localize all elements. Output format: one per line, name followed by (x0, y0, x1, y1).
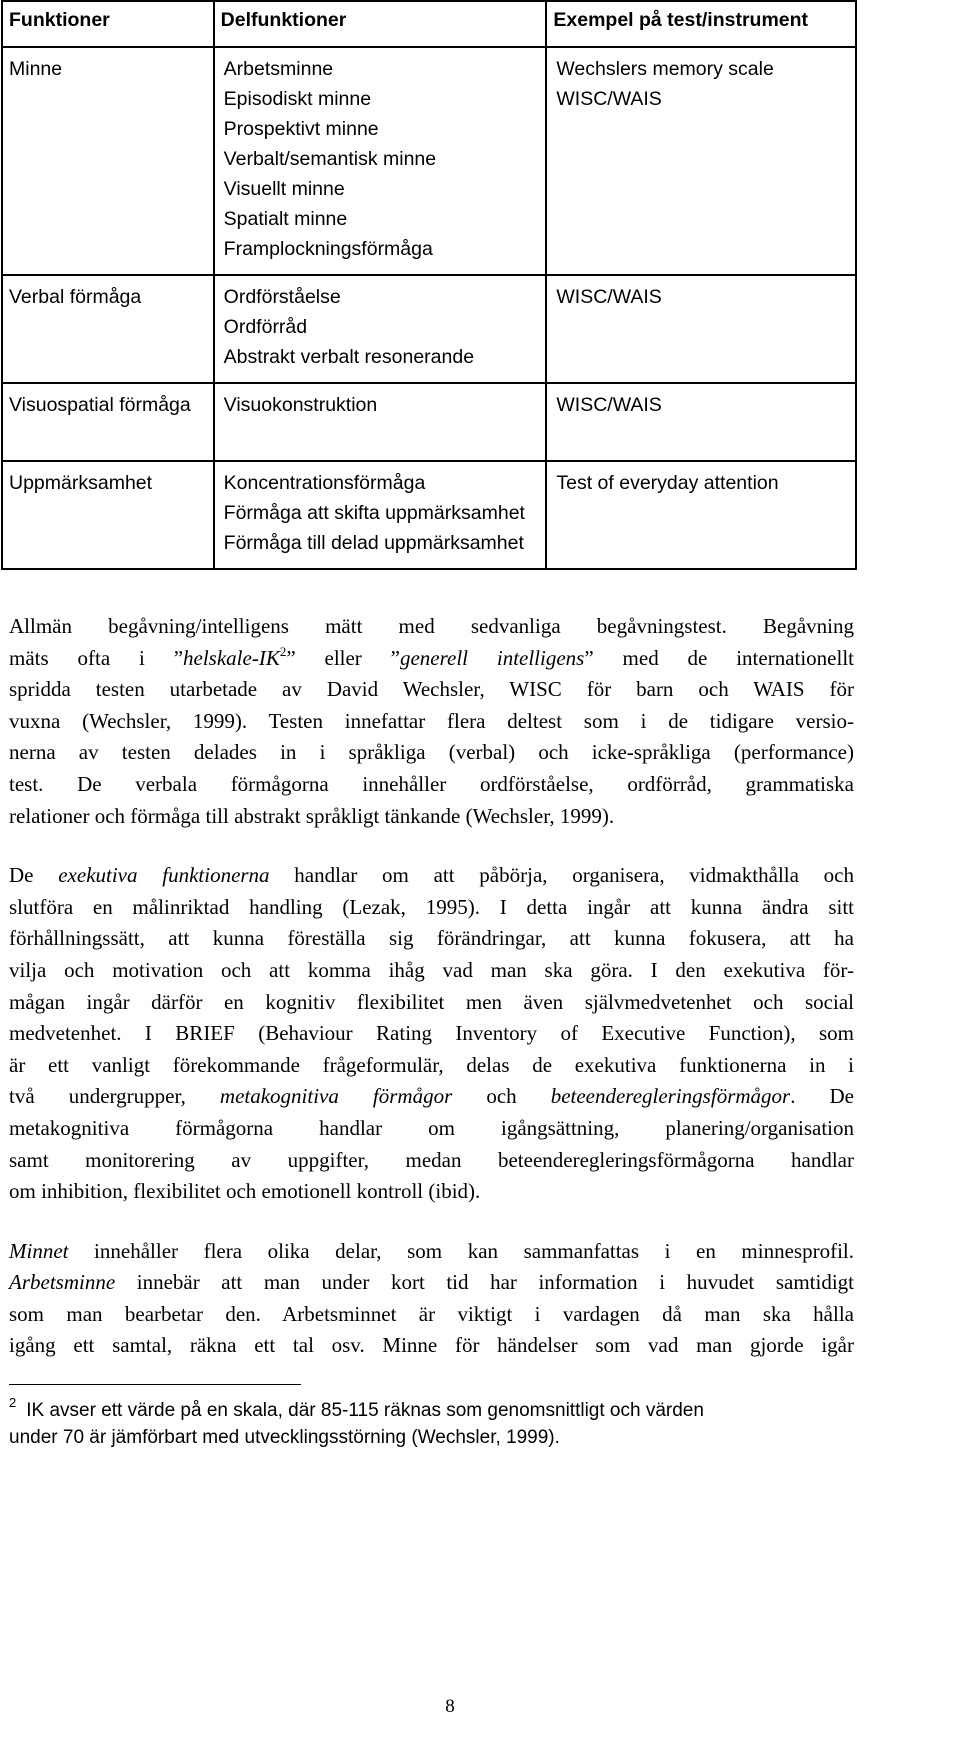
text-line: är ett vanligt förekommande frågeformulär, delas de exekutiva funktionerna in i (9, 1052, 854, 1077)
text-line: samt monitorering av uppgifter, medan beteenderegleringsförmågorna handlar (9, 1147, 854, 1172)
delfunktion-item: Verbalt/semantisk minne (223, 148, 437, 170)
functions-table (1, 0, 857, 570)
exempel-cell (546, 275, 856, 383)
funktion-text: Verbal förmåga (9, 286, 142, 308)
funktion-text: Uppmärksamhet (9, 472, 153, 494)
delfunktion-item: Förmåga till delad uppmärksamhet (223, 532, 524, 554)
delfunktion-item: Episodiskt minne (223, 88, 372, 110)
funktion-text: Minne (9, 58, 63, 80)
body-text (9, 611, 854, 1390)
text-line: förhållningssätt, att kunna föreställa sig förändringar, att kunna fokusera, att ha (9, 926, 854, 951)
text-line: nerna av testen delades in i språkliga (verbal) och icke-språkliga (performance) (9, 740, 854, 765)
exempel-cell (546, 383, 856, 461)
footnote (9, 1395, 849, 1451)
exempel-item: WISC/WAIS (556, 286, 662, 308)
delfunktion-item: Ordförståelse (223, 286, 341, 308)
table-row (2, 275, 856, 383)
funktion-cell (2, 461, 214, 569)
text-line: Minnet innehåller flera olika delar, som kan sammanfattas i en minnesprofil. (9, 1238, 854, 1263)
header-delfunktioner: Delfunktioner (214, 1, 547, 47)
header-funktioner: Funktioner (2, 1, 214, 47)
delfunktion-item: Förmåga att skifta uppmärksamhet (223, 502, 525, 524)
footnote-ref: 2 (279, 643, 287, 659)
funktion-cell (2, 47, 214, 275)
table-row (2, 461, 856, 569)
text-line: metakognitiva förmågorna handlar om igångsättning, planering/organisation (9, 1115, 854, 1140)
paragraph-intelligence (9, 611, 854, 832)
header-exempel: Exempel på test/instrument (546, 1, 856, 47)
paragraph-memory (9, 1236, 854, 1362)
text-line: vilja och motivation och att komma ihåg vad man ska göra. I den exekutiva för- (9, 957, 854, 982)
delfunktioner-cell (214, 275, 547, 383)
text-line: medvetenhet. I BRIEF (Behaviour Rating Inventory of Executive Function), som (9, 1021, 854, 1046)
text-line: relationer och förmåga till abstrakt språkligt tänkande (Wechsler, 1999). (9, 803, 615, 828)
footnote-number: 2 (9, 1395, 17, 1410)
exempel-item: WISC/WAIS (556, 394, 662, 416)
table-header-row (2, 1, 856, 47)
delfunktion-item: Ordförråd (223, 316, 308, 338)
delfunktion-item: Abstrakt verbalt resonerande (223, 346, 475, 368)
text-line: mågan ingår därför en kognitiv flexibilitet men även självmedvetenhet och social (9, 989, 854, 1014)
delfunktion-item: Prospektivt minne (223, 118, 379, 140)
delfunktioner-cell (214, 383, 547, 461)
delfunktion-item: Spatialt minne (223, 208, 348, 230)
page-number: 8 (445, 1696, 455, 1717)
text-line: två undergrupper, metakognitiva förmågor och beteenderegleringsförmågor. De (9, 1084, 854, 1109)
table-row (2, 47, 856, 275)
footnote-separator (9, 1384, 301, 1385)
table-row (2, 383, 856, 461)
text-line: som man bearbetar den. Arbetsminnet är viktigt i vardagen då man ska hålla (9, 1301, 854, 1326)
delfunktion-item: Visuellt minne (223, 178, 345, 200)
text-line: spridda testen utarbetade av David Wechsler, WISC för barn och WAIS för (9, 677, 854, 702)
funktion-cell (2, 383, 214, 461)
funktion-text: Visuospatial förmåga (9, 394, 191, 416)
delfunktion-item: Visuokonstruktion (223, 394, 378, 416)
delfunktion-item: Koncentrationsförmåga (223, 472, 426, 494)
text-line: om inhibition, flexibilitet och emotionell kontroll (ibid). (9, 1179, 481, 1204)
text-line: test. De verbala förmågorna innehåller ordförståelse, ordförråd, grammatiska (9, 771, 854, 796)
delfunktion-item: Arbetsminne (223, 58, 334, 80)
delfunktion-item: Framplockningsförmåga (223, 238, 433, 260)
footnote-line: $^2$ IK avser ett värde på en skala, där 85-115 räknas som genomsnittligt och värden (9, 1395, 704, 1421)
delfunktioner-cell (214, 47, 547, 275)
funktion-cell (2, 275, 214, 383)
text-line: vuxna (Wechsler, 1999). Testen innefattar flera deltest som i de tidigare versio- (9, 708, 854, 733)
text-line: igång ett samtal, räkna ett tal osv. Minne för händelser som vad man gjorde igår (9, 1333, 854, 1358)
exempel-item: WISC/WAIS (556, 88, 662, 110)
text-line: Allmän begåvning/intelligens mätt med sedvanliga begåvningstest. Begåvning (9, 614, 854, 638)
footnote-line: under 70 är jämförbart med utvecklingsstörning (Wechsler, 1999). (9, 1427, 560, 1448)
text-line: mäts ofta i ”helskale-IK$^2$” eller ”generell intelligens” med de internationellt (9, 643, 855, 670)
exempel-cell (546, 47, 856, 275)
exempel-cell (546, 461, 856, 569)
paragraph-executive (9, 860, 854, 1208)
text-line: slutföra en målinriktad handling (Lezak, 1995). I detta ingår att kunna ändra sitt (9, 894, 854, 919)
text-line: Arbetsminne innebär att man under kort tid har information i huvudet samtidigt (9, 1270, 854, 1295)
text-line: De exekutiva funktionerna handlar om att påbörja, organisera, vidmakthålla och (9, 863, 854, 888)
exempel-item: Wechslers memory scale (556, 58, 774, 80)
exempel-item: Test of everyday attention (556, 472, 779, 494)
delfunktioner-cell (214, 461, 547, 569)
